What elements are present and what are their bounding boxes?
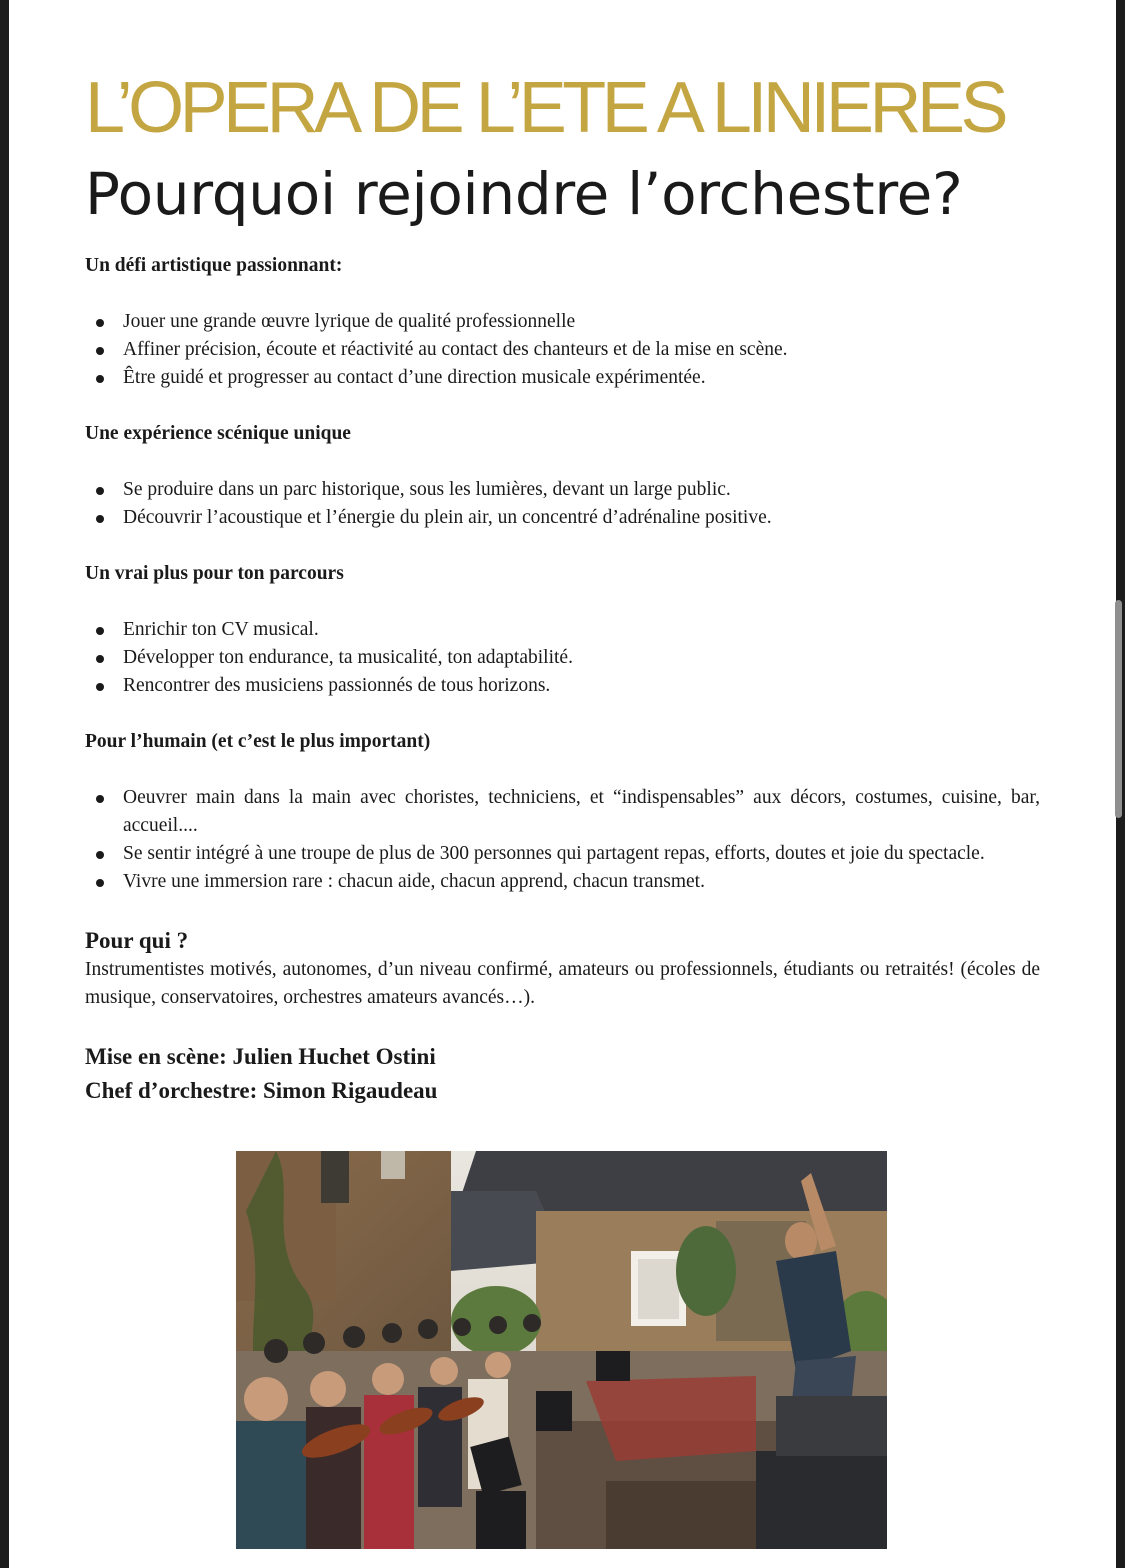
section-title: Un vrai plus pour ton parcours: [85, 563, 344, 584]
orchestra-photo: [236, 1151, 887, 1549]
document-page: [9, 0, 1116, 1568]
section-title: Un défi artistique passionnant:: [85, 255, 343, 276]
list-item: Développer ton endurance, ta musicalité, ton adaptabilité.: [85, 644, 1040, 672]
section-title: Pour l’humain (et c’est le plus important): [85, 731, 431, 752]
bullet-icon: [96, 627, 104, 635]
main-content: [85, 252, 1040, 1108]
list-item: Jouer une grande œuvre lyrique de qualité professionnelle: [85, 308, 1040, 336]
list-item: Affiner précision, écoute et réactivité au contact des chanteurs et de la mise en scène.: [85, 336, 1040, 364]
bullet-icon: [96, 319, 104, 327]
event-title: L’OPERA DE L’ETE A LINIERES: [85, 68, 1004, 148]
page-subtitle: Pourquoi rejoindre l’orchestre?: [85, 160, 963, 228]
bullet-icon: [96, 879, 104, 887]
bullet-icon: [96, 655, 104, 663]
list-item: Se produire dans un parc historique, sous les lumières, devant un large public.: [85, 476, 1040, 504]
audience-text: Instrumentistes motivés, autonomes, d’un niveau confirmé, amateurs ou professionnels, étudiants ou retraités! (écoles de musique, conservatoires, orchestres amateurs avancés…).: [85, 959, 1040, 1008]
bullet-list: [85, 616, 1040, 700]
bullet-icon: [96, 375, 104, 383]
bullet-list: [85, 784, 1040, 896]
bullet-icon: [96, 487, 104, 495]
conductor-credit: Chef d’orchestre: Simon Rigaudeau: [85, 1078, 438, 1103]
bullet-icon: [96, 515, 104, 523]
audience-title: Pour qui ?: [85, 928, 189, 953]
bullet-icon: [96, 851, 104, 859]
list-item: Enrichir ton CV musical.: [85, 616, 1040, 644]
bullet-icon: [96, 347, 104, 355]
list-item: Découvrir l’acoustique et l’énergie du plein air, un concentré d’adrénaline positive.: [85, 504, 1040, 532]
list-item: Vivre une immersion rare : chacun aide, chacun apprend, chacun transmet.: [85, 868, 1040, 896]
bullet-icon: [96, 795, 104, 803]
list-item: Oeuvrer main dans la main avec choristes, techniciens, et “indispensables” aux décors, costumes, cuisine, bar, accueil....: [85, 784, 1040, 840]
list-item: Être guidé et progresser au contact d’une direction musicale expérimentée.: [85, 364, 1040, 392]
credits: [85, 1040, 1040, 1108]
bullet-icon: [96, 683, 104, 691]
scrollbar[interactable]: [1115, 600, 1122, 818]
orchestra-illustration: [236, 1151, 887, 1549]
director-credit: Mise en scène: Julien Huchet Ostini: [85, 1044, 436, 1069]
bullet-list: [85, 476, 1040, 532]
list-item: Se sentir intégré à une troupe de plus de 300 personnes qui partagent repas, efforts, doutes et joie du spectacle.: [85, 840, 1040, 868]
section-title: Une expérience scénique unique: [85, 423, 351, 444]
list-item: Rencontrer des musiciens passionnés de tous horizons.: [85, 672, 1040, 700]
bullet-list: [85, 308, 1040, 392]
